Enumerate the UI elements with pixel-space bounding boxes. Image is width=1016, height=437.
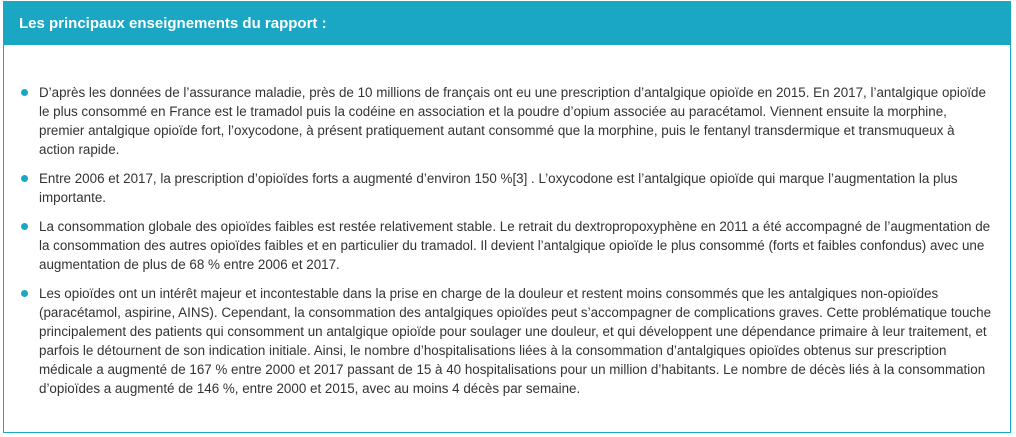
bullet-dot-icon	[21, 175, 28, 182]
bullet-dot-icon	[21, 89, 28, 96]
box-title: Les principaux enseignements du rapport :	[19, 15, 327, 32]
list-item	[21, 83, 992, 159]
list-item	[21, 169, 992, 207]
box-header	[4, 2, 1010, 45]
list-item	[21, 284, 992, 398]
list-item-text: La consommation globale des opioïdes faibles est restée relativement stable. Le retrait du dextropropoxyphène en 2011 a été accompagné de l’augmentation de la consommation des autres opioïdes faibles et en particulier du tramadol. Il devient l’antalgique opioïde le plus consommé (forts et faibles confondus) avec une augmentation de plus de 68 % entre 2006 et 2017.	[39, 219, 991, 272]
list-item	[21, 217, 992, 274]
bullet-dot-icon	[21, 290, 28, 297]
list-item-text: D’après les données de l’assurance maladie, près de 10 millions de français ont eu une prescription d’antalgique opioïde en 2015. En 2017, l’antalgique opioïde le plus consommé en France est le tramadol puis la codéine en association et la poudre d’opium associée au paracétamol. Viennent ensuite la morphine, premier antalgique opioïde fort, l’oxycodone, à présent pratiquement autant consommé que la morphine, puis le fentanyl transdermique et transmuqueux à action rapide.	[39, 85, 986, 157]
list-item-text: Les opioïdes ont un intérêt majeur et incontestable dans la prise en charge de la douleur et restent moins consommés que les antalgiques non-opioïdes (paracétamol, aspirine, AINS). Cependant, la consommation des antalgiques opioïdes peut s’accompagner de complications graves. Cette problématique touche principalement des patients qui consomment un antalgique opioïde pour soulager une douleur, et qui développent une dépendance primaire à leur traitement, et parfois le détournent de son indication initiale. Ainsi, le nombre d’hospitalisations liées à la consommation d’antalgiques opioïdes obtenus sur prescription médicale a augmenté de 167 % entre 2000 et 2017 passant de 15 à 40 hospitalisations pour un million d’habitants. Le nombre de décès liés à la consommation d’opioïdes a augmenté de 146 %, entre 2000 et 2015, avec au moins 4 décès par semaine.	[39, 286, 992, 396]
summary-box	[3, 1, 1011, 433]
bullet-dot-icon	[21, 223, 28, 230]
findings-list	[4, 45, 1010, 398]
list-item-text: Entre 2006 et 2017, la prescription d’opioïdes forts a augmenté d’environ 150 %[3] . L’oxycodone est l’antalgique opioïde qui marque l’augmentation la plus importante.	[39, 171, 958, 205]
